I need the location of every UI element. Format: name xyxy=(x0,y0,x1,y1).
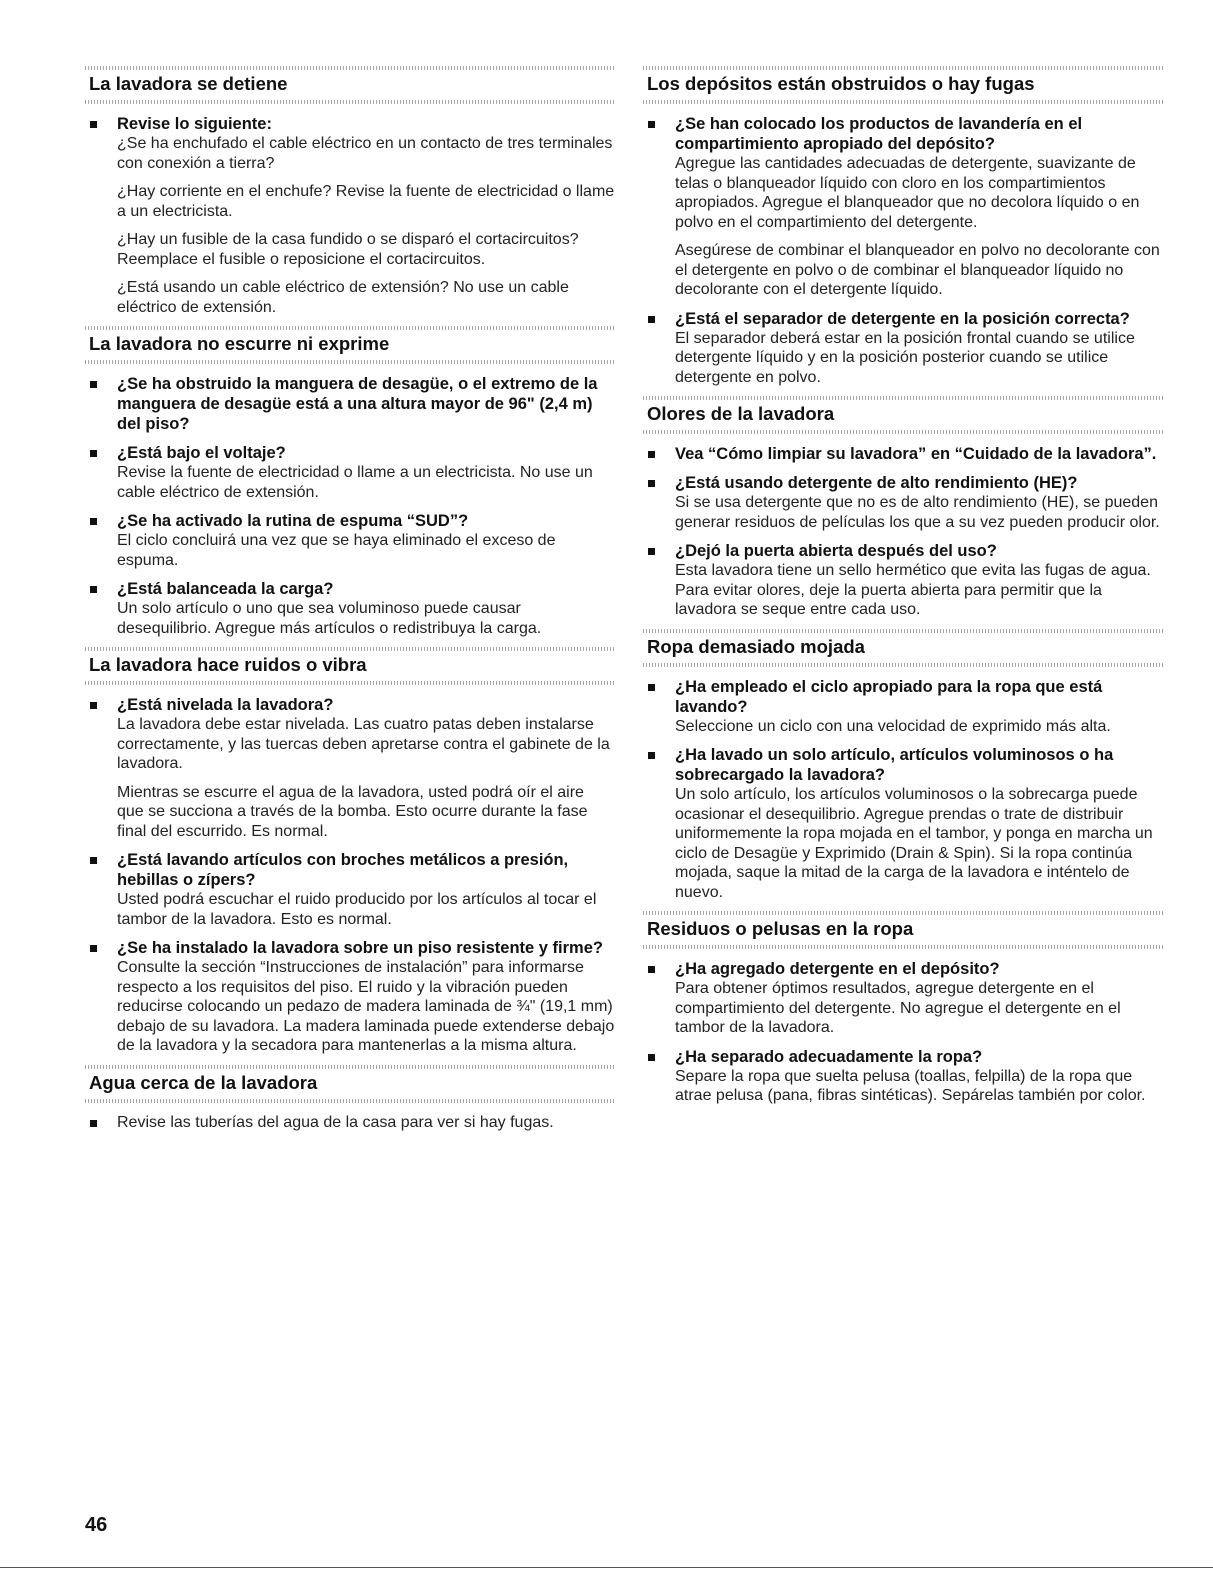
square-bullet-icon xyxy=(90,1120,97,1127)
troubleshooting-section xyxy=(643,629,1163,903)
item-answer: Revise las tuberías del agua de la casa para ver si hay fugas. xyxy=(117,1113,554,1131)
item-list xyxy=(85,114,615,317)
troubleshooting-section xyxy=(643,396,1163,620)
section-header xyxy=(643,629,1163,667)
item-answer: Seleccione un ciclo con una velocidad de exprimido más alta. xyxy=(675,717,1111,735)
item-answer: Para obtener óptimos resultados, agregue detergente en el compartimiento del detergente. No agregue el detergente en el tambor de la lavadora. xyxy=(675,980,1121,1036)
square-bullet-icon xyxy=(648,1054,655,1061)
item-list xyxy=(85,1113,615,1133)
square-bullet-icon xyxy=(90,702,97,709)
item-question: ¿Está lavando artículos con broches metálicos a presión, hebillas o zípers? xyxy=(117,851,569,889)
item-question: ¿Está balanceada la carga? xyxy=(117,580,334,598)
list-item xyxy=(643,677,1163,737)
square-bullet-icon xyxy=(648,451,655,458)
list-item xyxy=(643,309,1163,388)
item-answer: Separe la ropa que suelta pelusa (toallas, felpilla) de la ropa que atrae pelusa (pana, fibras sintéticas). Sepárelas también por color. xyxy=(675,1067,1146,1104)
square-bullet-icon xyxy=(90,121,97,128)
item-answer: Esta lavadora tiene un sello hermético que evita las fugas de agua. Para evitar olores, deje la puerta abierta para permitir que la lavadora se seque entre cada uso. xyxy=(675,562,1151,618)
item-question: ¿Está usando detergente de alto rendimiento (HE)? xyxy=(675,474,1078,492)
item-question: Vea “Cómo limpiar su lavadora” en “Cuidado de la lavadora”. xyxy=(675,445,1157,463)
item-answer: Si se usa detergente que no es de alto rendimiento (HE), se pueden generar residuos de películas los que a su vez pueden producir olor. xyxy=(675,494,1160,531)
section-title: Ropa demasiado mojada xyxy=(647,635,865,657)
square-bullet-icon xyxy=(648,966,655,973)
item-answer: Usted podrá escuchar el ruido producido por los artículos al tocar el tambor de la lavadora. Esto es normal. xyxy=(117,891,597,928)
item-question: ¿Ha separado adecuadamente la ropa? xyxy=(675,1047,983,1066)
section-title: La lavadora hace ruidos o vibra xyxy=(89,654,367,675)
section-header xyxy=(643,66,1163,104)
list-item xyxy=(643,745,1163,902)
section-header xyxy=(643,396,1163,434)
square-bullet-icon xyxy=(648,684,655,691)
section-title: La lavadora no escurre ni exprime xyxy=(89,333,390,354)
left-column xyxy=(85,66,615,1141)
troubleshooting-section xyxy=(643,66,1163,387)
item-question: Revise lo siguiente: xyxy=(117,115,272,133)
square-bullet-icon xyxy=(90,586,97,593)
item-answer: ¿Hay corriente en el enchufe? Revise la fuente de electricidad o llame a un electricista. xyxy=(117,183,615,220)
section-header xyxy=(85,326,615,364)
item-answer: Un solo artículo o uno que sea voluminoso puede causar desequilibrio. Agregue más artículos o redistribuya la carga. xyxy=(117,600,542,637)
square-bullet-icon xyxy=(90,518,97,525)
list-item xyxy=(85,1113,615,1133)
item-answer: Mientras se escurre el agua de la lavadora, usted podrá oír el aire que se succiona a través de la bomba. Esto ocurre durante la fase final del escurrido. Es normal. xyxy=(117,783,588,840)
right-column xyxy=(643,66,1163,1115)
item-answer: ¿Está usando un cable eléctrico de extensión? No use un cable eléctrico de extensión. xyxy=(117,279,569,316)
item-answer: Un solo artículo, los artículos voluminosos o la sobrecarga puede ocasionar el desequilibrio. Agregue prendas o trate de distribuir uniformemente la ropa mojada en el tambor, y ponga en marcha un ciclo de Desagüe y Exprimido (Drain & Spin). Si la ropa continúa mojada, saque la mitad de la carga de la lavadora e inténtelo de nuevo. xyxy=(675,786,1153,901)
item-answer: Revise la fuente de electricidad o llame a un electricista. No use un cable eléctrico de extensión. xyxy=(117,464,593,501)
list-item xyxy=(85,443,615,502)
page-number: 46 xyxy=(85,1514,108,1536)
item-list xyxy=(643,444,1163,620)
item-list xyxy=(85,374,615,638)
item-answer: ¿Se ha enchufado el cable eléctrico en un contacto de tres terminales con conexión a tierra? xyxy=(117,135,613,172)
item-question: ¿Ha lavado un solo artículo, artículos voluminosos o ha sobrecargado la lavadora? xyxy=(675,746,1114,784)
troubleshooting-section xyxy=(85,1065,615,1133)
item-answer: Asegúrese de combinar el blanqueador en polvo no decolorante con el detergente en polvo o de combinar el blanqueador líquido no decolorante con el detergente líquido. xyxy=(675,242,1160,298)
square-bullet-icon xyxy=(648,752,655,759)
list-item xyxy=(643,444,1163,464)
square-bullet-icon xyxy=(648,316,655,323)
square-bullet-icon xyxy=(648,121,655,128)
item-list xyxy=(643,677,1163,903)
list-item xyxy=(85,579,615,638)
list-item xyxy=(85,511,615,570)
item-question: ¿Se han colocado los productos de lavandería en el compartimiento apropiado del depósito? xyxy=(675,115,1083,153)
item-list xyxy=(643,959,1163,1106)
troubleshooting-section xyxy=(85,66,615,317)
troubleshooting-section xyxy=(85,647,615,1056)
item-question: ¿Se ha obstruido la manguera de desagüe, o el extremo de la manguera de desagüe está a una altura mayor de 96" (2,4 m) del piso? xyxy=(117,375,598,433)
section-title: Olores de la lavadora xyxy=(647,403,835,424)
list-item xyxy=(85,938,615,1056)
item-question: ¿Está nivelada la lavadora? xyxy=(117,696,334,714)
list-item xyxy=(643,1047,1163,1106)
item-question: ¿Ha empleado el ciclo apropiado para la ropa que está lavando? xyxy=(675,677,1103,716)
section-title: Residuos o pelusas en la ropa xyxy=(647,918,914,939)
item-question: ¿Dejó la puerta abierta después del uso? xyxy=(675,542,997,560)
troubleshooting-section xyxy=(643,911,1163,1106)
item-question: ¿Está bajo el voltaje? xyxy=(117,444,286,462)
section-header xyxy=(85,1065,615,1103)
list-item xyxy=(85,850,615,929)
section-header xyxy=(85,66,615,104)
section-title: La lavadora se detiene xyxy=(89,73,288,94)
list-item xyxy=(643,114,1163,300)
list-item xyxy=(643,959,1163,1038)
item-answer: El ciclo concluirá una vez que se haya eliminado el exceso de espuma. xyxy=(117,532,556,569)
list-item xyxy=(643,473,1163,532)
square-bullet-icon xyxy=(90,450,97,457)
section-header xyxy=(85,647,615,685)
square-bullet-icon xyxy=(90,381,97,388)
square-bullet-icon xyxy=(90,857,97,864)
item-answer: Agregue las cantidades adecuadas de detergente, suavizante de telas o blanqueador líquido con cloro en los compartimientos apropiados. Agregue el blanqueador que no decolora líquido o en polvo en el compartimiento del detergente. xyxy=(675,155,1140,231)
list-item xyxy=(643,541,1163,620)
section-title: Los depósitos están obstruidos o hay fugas xyxy=(647,73,1035,94)
item-list xyxy=(85,695,615,1056)
square-bullet-icon xyxy=(90,945,97,952)
square-bullet-icon xyxy=(648,480,655,487)
item-question: ¿Ha agregado detergente en el depósito? xyxy=(675,960,1000,978)
list-item xyxy=(85,695,615,841)
item-answer: El separador deberá estar en la posición frontal cuando se utilice detergente líquido y en la posición posterior cuando se utilice detergente en polvo. xyxy=(675,329,1135,386)
square-bullet-icon xyxy=(648,548,655,555)
item-answer: Consulte la sección “Instrucciones de instalación” para informarse respecto a los requisitos del piso. El ruido y la vibración pueden reducirse colocando un pedazo de madera laminada de ¾" (19,1 mm) debajo de su lavadora. La madera laminada puede extenderse debajo de la lavadora y la secadora para mantenerlas a la misma altura. xyxy=(117,959,615,1054)
item-answer: ¿Hay un fusible de la casa fundido o se disparó el cortacircuitos? Reemplace el fusible o reposicione el cortacircuitos. xyxy=(117,231,579,268)
list-item xyxy=(85,374,615,434)
item-question: ¿Se ha instalado la lavadora sobre un piso resistente y firme? xyxy=(117,939,603,957)
item-question: ¿Se ha activado la rutina de espuma “SUD”? xyxy=(117,512,469,530)
item-question: ¿Está el separador de detergente en la posición correcta? xyxy=(675,309,1130,328)
bottom-rule xyxy=(0,1567,1213,1568)
list-item xyxy=(85,114,615,317)
section-header xyxy=(643,911,1163,949)
troubleshooting-section xyxy=(85,326,615,638)
section-title: Agua cerca de la lavadora xyxy=(89,1071,318,1093)
item-list xyxy=(643,114,1163,387)
item-answer: La lavadora debe estar nivelada. Las cuatro patas deben instalarse correctamente, y las tuercas deben apretarse contra el gabinete de la lavadora. xyxy=(117,716,610,772)
